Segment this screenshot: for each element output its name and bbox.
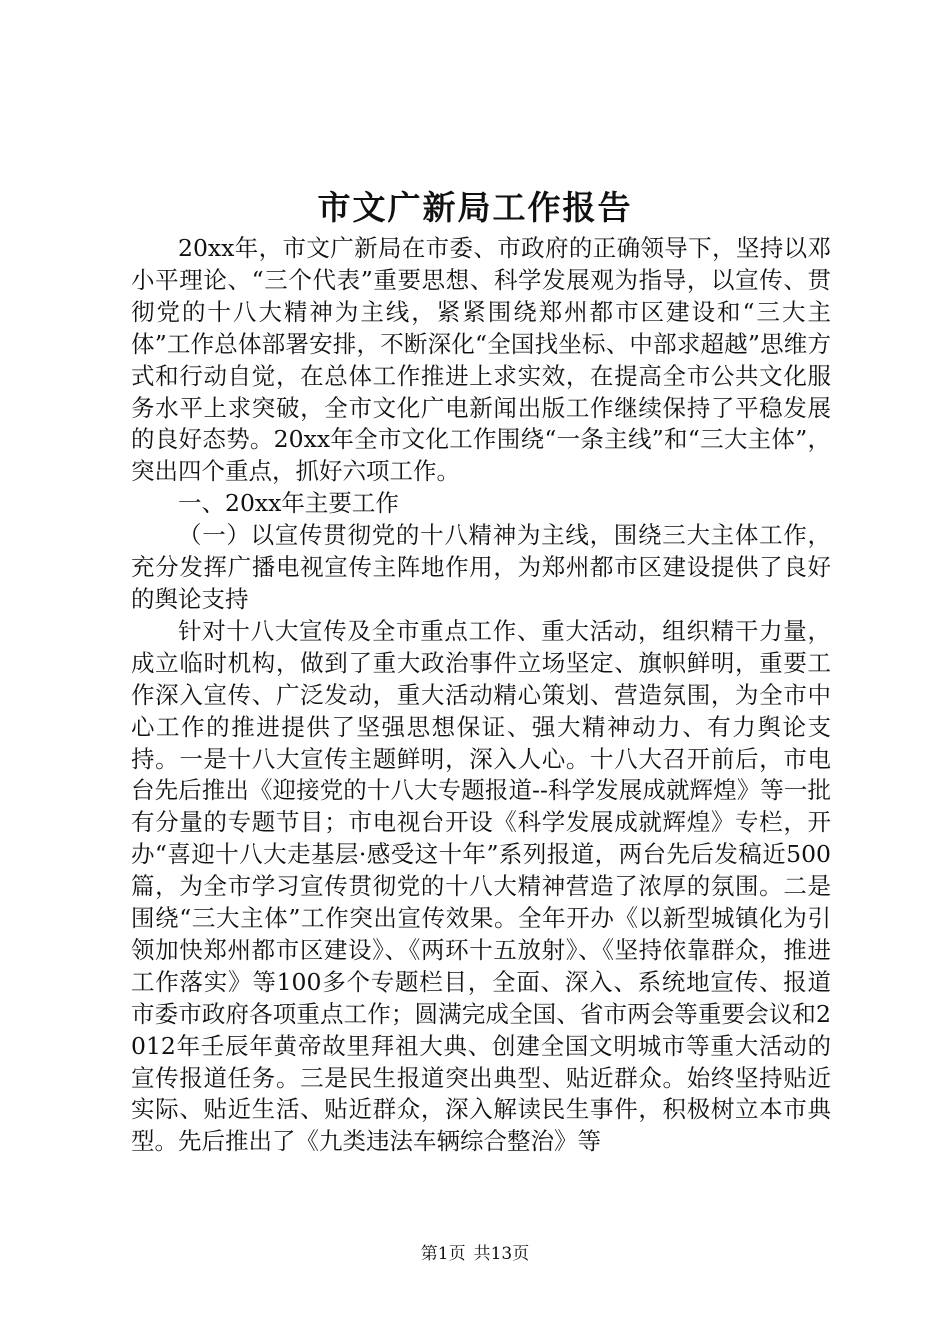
page-number: 第1页 [420, 1244, 466, 1264]
document-title: 市文广新局工作报告 [317, 188, 633, 227]
intro-paragraph: 20xx年，市文广新局在市委、市政府的正确领导下，坚持以邓小平理论、“三个代表”重要思想、科学发展观为指导，以宣传、贯彻党的十八大精神为主线，紧紧围绕郑州都市区建设和“三大主体”工作总体部署安排，不断深化“全国找坐标、中部求超越”思维方式和行动自觉，在总体工作推进上求实效，在提高全市公共文化服务水平上求突破，全市文化广电新闻出版工作继续保持了平稳发展的良好态势。20xx年全市文化工作围绕“一条主线”和“三大主体”，突出四个重点，抓好六项工作。 [131, 234, 831, 486]
document-body [131, 233, 831, 1158]
subsection-heading: （一）以宣传贯彻党的十八精神为主线，围绕三大主体工作，充分发挥广播电视宣传主阵地作用，为郑州都市区建设提供了良好的舆论支持 [131, 521, 831, 613]
page-footer [0, 1242, 950, 1266]
page-total: 共13页 [473, 1244, 530, 1264]
section-heading: 一、20xx年主要工作 [178, 489, 399, 518]
body-paragraph: 针对十八大宣传及全市重点工作、重大活动，组织精干力量，成立临时机构，做到了重大政治事件立场坚定、旗帜鲜明，重要工作深入宣传、广泛发动，重大活动精心策划、营造氛围，为全市中心工作的推进提供了坚强思想保证、强大精神动力、有力舆论支持。一是十八大宣传主题鲜明，深入人心。十八大召开前后，市电台先后推出《迎接党的十八大专题报道--科学发展成就辉煌》等一批有分量的专题节目；市电视台开设《科学发展成就辉煌》专栏，开办“喜迎十八大走基层·感受这十年”系列报道，两台先后发稿近500篇，为全市学习宣传贯彻党的十八大精神营造了浓厚的氛围。二是围绕“三大主体”工作突出宣传效果。全年开办《以新型城镇化为引领加快郑州都市区建设》、《两环十五放射》、《坚持依靠群众，推进工作落实》等100多个专题栏目，全面、深入、系统地宣传、报道市委市政府各项重点工作；圆满完成全国、省市两会等重要会议和2012年壬辰年黄帝故里拜祖大典、创建全国文明城市等重大活动的宣传报道任务。三是民生报道突出典型、贴近群众。始终坚持贴近实际、贴近生活、贴近群众，深入解读民生事件，积极树立本市典型。先后推出了《九类违法车辆综合整治》等 [131, 616, 831, 1156]
